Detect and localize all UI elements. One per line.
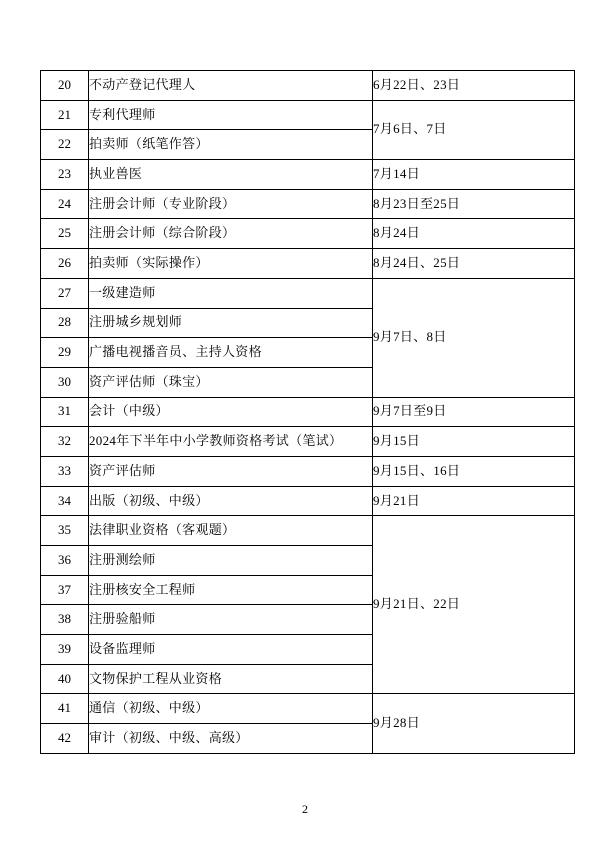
- exam-name-cell: 专利代理师: [89, 100, 373, 130]
- exam-name-cell: 法律职业资格（客观题）: [89, 516, 373, 546]
- table-row: [41, 278, 575, 308]
- exam-date-cell: 9月28日: [373, 694, 575, 753]
- exam-name-cell: 注册验船师: [89, 605, 373, 635]
- row-number-cell: 39: [41, 635, 89, 665]
- table-row: [41, 456, 575, 486]
- exam-name-cell: 执业兽医: [89, 160, 373, 190]
- row-number-cell: 25: [41, 219, 89, 249]
- table-row: [41, 71, 575, 101]
- row-number-cell: 36: [41, 546, 89, 576]
- exam-date-cell: 9月15日、16日: [373, 456, 575, 486]
- exam-date-cell: 9月15日: [373, 427, 575, 457]
- exam-name-cell: 会计（中级）: [89, 397, 373, 427]
- exam-name-cell: 注册城乡规划师: [89, 308, 373, 338]
- row-number-cell: 32: [41, 427, 89, 457]
- page-number: 2: [302, 802, 308, 816]
- row-number-cell: 21: [41, 100, 89, 130]
- row-number-cell: 38: [41, 605, 89, 635]
- row-number-cell: 41: [41, 694, 89, 724]
- exam-name-cell: 拍卖师（实际操作）: [89, 249, 373, 279]
- exam-date-cell: 8月23日至25日: [373, 189, 575, 219]
- row-number-cell: 23: [41, 160, 89, 190]
- exam-name-cell: 资产评估师（珠宝）: [89, 367, 373, 397]
- exam-date-cell: 6月22日、23日: [373, 71, 575, 101]
- table-row: [41, 189, 575, 219]
- table-row: [41, 219, 575, 249]
- exam-name-cell: 拍卖师（纸笔作答）: [89, 130, 373, 160]
- row-number-cell: 30: [41, 367, 89, 397]
- row-number-cell: 22: [41, 130, 89, 160]
- row-number-cell: 28: [41, 308, 89, 338]
- exam-name-cell: 广播电视播音员、主持人资格: [89, 338, 373, 368]
- exam-date-cell: 7月6日、7日: [373, 100, 575, 159]
- exam-date-cell: 7月14日: [373, 160, 575, 190]
- exam-name-cell: 通信（初级、中级）: [89, 694, 373, 724]
- table-row: [41, 397, 575, 427]
- exam-date-cell: 8月24日、25日: [373, 249, 575, 279]
- row-number-cell: 20: [41, 71, 89, 101]
- exam-name-cell: 文物保护工程从业资格: [89, 664, 373, 694]
- table-row: [41, 249, 575, 279]
- row-number-cell: 27: [41, 278, 89, 308]
- table-row: [41, 486, 575, 516]
- row-number-cell: 33: [41, 456, 89, 486]
- exam-date-cell: 9月21日: [373, 486, 575, 516]
- exam-schedule-table-body: [41, 71, 575, 754]
- exam-name-cell: 一级建造师: [89, 278, 373, 308]
- table-row: [41, 694, 575, 724]
- table-row: [41, 516, 575, 546]
- table-row: [41, 160, 575, 190]
- exam-name-cell: 资产评估师: [89, 456, 373, 486]
- exam-name-cell: 注册核安全工程师: [89, 575, 373, 605]
- exam-name-cell: 设备监理师: [89, 635, 373, 665]
- exam-name-cell: 注册会计师（专业阶段）: [89, 189, 373, 219]
- row-number-cell: 35: [41, 516, 89, 546]
- row-number-cell: 24: [41, 189, 89, 219]
- exam-date-cell: 8月24日: [373, 219, 575, 249]
- exam-date-cell: 9月7日、8日: [373, 278, 575, 397]
- exam-name-cell: 注册会计师（综合阶段）: [89, 219, 373, 249]
- exam-name-cell: 注册测绘师: [89, 546, 373, 576]
- exam-name-cell: 2024年下半年中小学教师资格考试（笔试）: [89, 427, 373, 457]
- row-number-cell: 40: [41, 664, 89, 694]
- table-row: [41, 427, 575, 457]
- row-number-cell: 26: [41, 249, 89, 279]
- exam-date-cell: 9月21日、22日: [373, 516, 575, 694]
- row-number-cell: 37: [41, 575, 89, 605]
- row-number-cell: 34: [41, 486, 89, 516]
- row-number-cell: 42: [41, 724, 89, 754]
- exam-schedule-table: [40, 70, 575, 754]
- exam-name-cell: 审计（初级、中级、高级）: [89, 724, 373, 754]
- exam-name-cell: 出版（初级、中级）: [89, 486, 373, 516]
- exam-date-cell: 9月7日至9日: [373, 397, 575, 427]
- exam-name-cell: 不动产登记代理人: [89, 71, 373, 101]
- table-row: [41, 100, 575, 130]
- row-number-cell: 31: [41, 397, 89, 427]
- row-number-cell: 29: [41, 338, 89, 368]
